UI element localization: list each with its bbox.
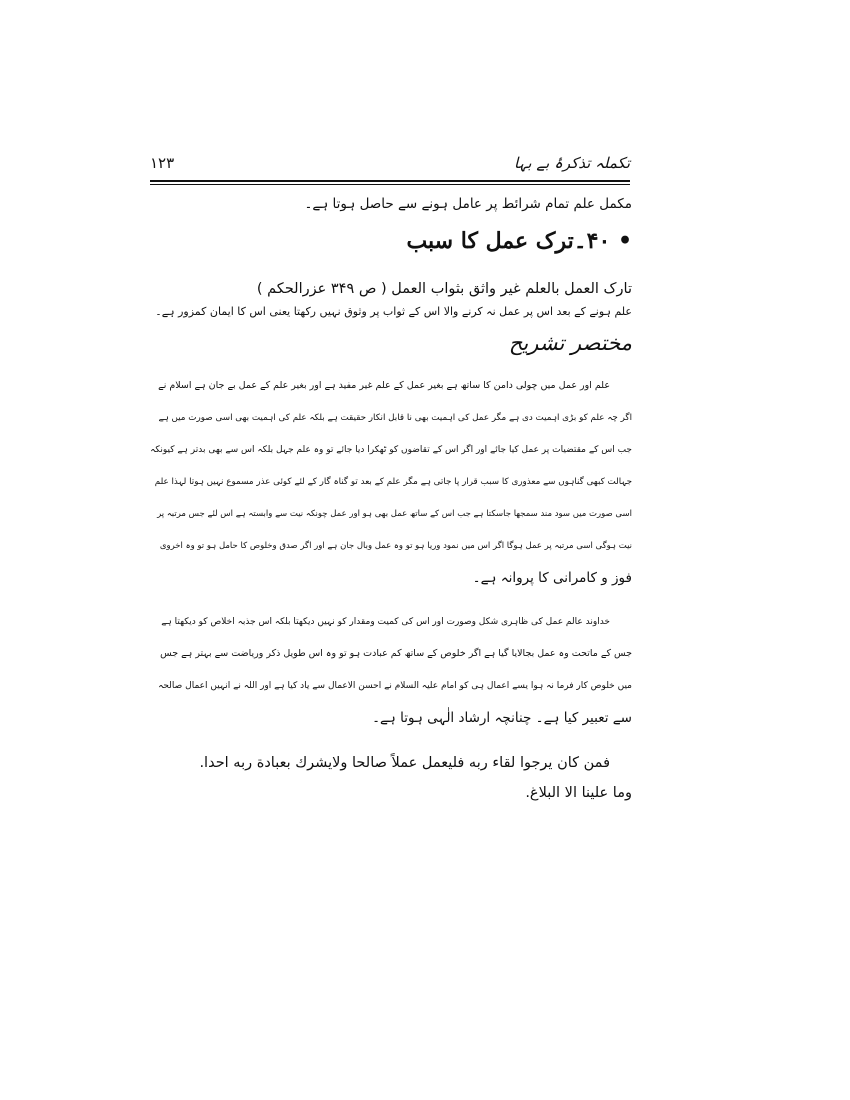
intro-line: مکمل علم تمام شرائط پر عامل ہونے سے حاصل ہوتا ہے۔ [304,196,632,212]
header-rule [150,180,630,182]
paragraph-line: علم اور عمل میں چولی دامن کا ساتھ ہے بغیر عمل کے علم غیر مفید ہے اور بغیر علم کے عمل بے جان ہے اسلام نے [158,380,610,391]
closing-line: وما علينا الا البلاغ. [525,785,632,801]
paragraph-line: جب اس کے مقتضیات پر عمل کیا جائے اور اگر اس کے تقاضوں کو ٹھکرا دیا جائے تو وہ علم جہل بلکہ اس سے بھی بدتر ہے کیونکہ [150,445,632,455]
section-heading [150,226,632,256]
paragraph-2 [150,606,632,734]
section-number: ۴۰ [586,228,611,254]
running-header [150,152,630,178]
quran-verse: فمن كان يرجوا لقاء ربه فليعمل عملاً صالحا ولايشرك بعبادة ربه احدا. [199,755,610,771]
header-title: تکملہ تذکرۂ بے بہا [514,154,630,172]
paragraph-line: اسی صورت میں سود مند سمجھا جاسکتا ہے جب اس کے ساتھ عمل بھی ہو اور عمل چونکہ نیت سے وابستہ ہے اس لئے جس مرتبہ پر [157,509,632,519]
paragraph-1 [150,370,632,594]
bullet-icon: • [617,228,632,254]
arabic-quote: تارک العمل بالعلم غير واثق بثواب العمل ( ص ۳۴۹ عزرالحكم ) [256,281,632,297]
subheading: مختصر تشریح [508,331,632,355]
paragraph-line: خداوند عالم عمل کی ظاہری شکل وصورت اور اس کی کمیت ومقدار کو نہیں دیکھتا بلکہ اس جذبہ اخلاص کو دیکھتا ہے [161,617,610,627]
paragraph-line: اگر چہ علم کو بڑی اہمیت دی ہے مگر عمل کی اہمیت بھی نا قابل انکار حقیقت ہے بلکہ علم کی اہمیت بھی اسی صورت میں ہے [158,413,632,423]
paragraph-line: سے تعبیر کیا ہے۔ چنانچہ ارشاد الٰہی ہوتا ہے۔ [372,710,632,726]
paragraph-line: فوز و کامرانی کا پروانہ ہے۔ [472,570,632,586]
page-body [150,190,632,808]
paragraph-line: جس کے ماتحت وہ عمل بجالایا گیا ہے اگر خلوص کے ساتھ کم عبادت ہو تو وہ اس طویل ذکر وریاضت سے بہتر ہے جس [160,648,632,659]
paragraph-line: میں خلوص کار فرما نہ ہوا یسے اعمال ہی کو امام علیہ السلام نے احسن الاعمال سے یاد کیا ہے اور اللہ نے انہیں اعمال صالحہ [158,681,632,691]
header-rule-thin [150,184,630,185]
paragraph-line: نیت ہوگی اسی مرتبہ پر عمل ہوگا اگر اس میں نمود وریا ہو تو وہ عمل وبال جان ہے اور اگر صدق وخلوص کا حامل ہو تو وہ اخروی [159,541,632,551]
section-title: ۔ترک عمل کا سبب [406,228,587,254]
page-number: ۱۲۳ [150,154,175,172]
quote-translation: علم ہونے کے بعد اس پر عمل نہ کرنے والا اس کے ثواب پر وثوق نہیں رکھتا یعنی اس کا ایمان کمزور ہے۔ [155,305,632,318]
paragraph-line: جہالت کبھی گناہوں سے معذوری کا سبب قرار پا جاتی ہے مگر علم کے بعد تو گناہ گار کے لئے کوئی عذر مسموع نہیں ہوتا لہذا علم [154,477,632,487]
